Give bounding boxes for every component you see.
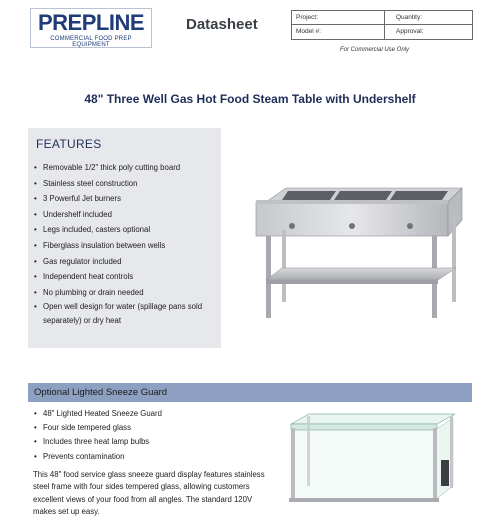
list-item: • Stainless steel construction xyxy=(32,176,222,192)
list-item: • Prevents contamination xyxy=(32,450,262,464)
list-item: • No plumbing or drain needed xyxy=(32,285,222,301)
list-item: • Independent heat controls xyxy=(32,269,222,285)
approval-label: Approval: xyxy=(396,28,424,35)
features-heading: FEATURES xyxy=(36,137,102,151)
logo-wordmark: PREPLINE xyxy=(37,10,145,35)
quantity-label: Quantity: xyxy=(396,14,423,21)
sneeze-guard-description: This 48" food service glass sneeze guard display features stainless steel frame with four sides tempered glass, allowing customers excellent views of your food from all angles. The standard 120V makes set up easy. xyxy=(33,470,265,517)
list-item: • 3 Powerful Jet burners xyxy=(32,191,222,207)
document-title: Datasheet xyxy=(186,16,258,33)
logo-tagline: COMMERCIAL FOOD PREP EQUIPMENT xyxy=(50,36,132,48)
list-item: • Includes three heat lamp bulbs xyxy=(32,435,262,449)
commercial-use-note: For Commercial Use Only xyxy=(340,47,410,53)
steam-table-image xyxy=(252,180,464,325)
model-label: Model #: xyxy=(296,28,321,35)
list-item: • 48" Lighted Heated Sneeze Guard xyxy=(32,407,262,421)
features-list xyxy=(32,160,222,328)
list-item: • Gas regulator included xyxy=(32,254,222,270)
list-item: • Four side tempered glass xyxy=(32,421,262,435)
sneeze-guard-heading: Optional Lighted Sneeze Guard xyxy=(34,387,168,398)
list-item: • Legs included, casters optional xyxy=(32,222,222,238)
list-item: • Undershelf included xyxy=(32,207,222,223)
project-label: Project: xyxy=(296,14,319,21)
sneeze-guard-list xyxy=(32,407,262,464)
table-divider xyxy=(384,11,385,39)
model-row xyxy=(292,25,472,39)
sneeze-guard-image xyxy=(283,410,455,510)
list-item: • Removable 1/2" thick poly cutting board xyxy=(32,160,222,176)
product-title: 48" Three Well Gas Hot Food Steam Table with Undershelf xyxy=(84,92,416,106)
list-item: • Fiberglass insulation between wells xyxy=(32,238,222,254)
project-info-table xyxy=(291,10,473,40)
prepline-logo xyxy=(30,8,152,48)
list-item: • Open well design for water (spillage pans sold separately) or dry heat xyxy=(32,300,222,328)
project-row xyxy=(292,11,472,25)
